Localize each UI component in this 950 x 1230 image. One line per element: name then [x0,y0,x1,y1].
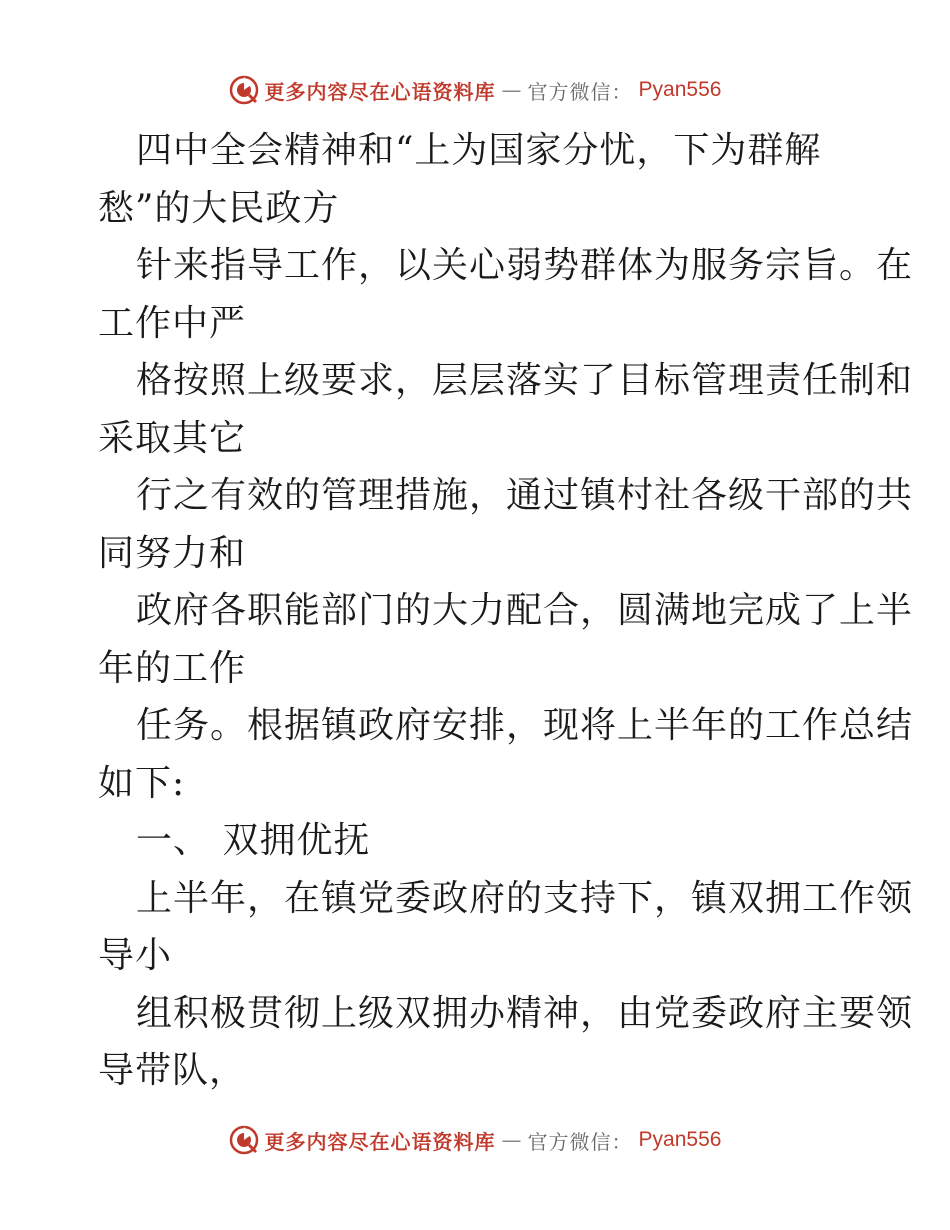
body-line: 如下: [98,762,186,804]
watermark-official-label: 官方微信： [527,79,633,104]
watermark-wechat-id: Pyan556 [638,1128,722,1151]
body-line: 行之有效的管理措施，通过镇村社各级干部的共 [136,475,914,516]
body-line: 组积极贯彻上级双拥办精神，由党委政府主要领 [136,992,914,1034]
body-line: 愁”的大民政方 [98,187,340,229]
body-line: 年的工作 [98,647,247,689]
body-line: 同努力和 [98,532,247,574]
body-line: 导小 [98,935,173,976]
logo-icon [229,75,259,105]
header-watermark [0,70,950,110]
body-line: 采取其它 [98,417,247,459]
watermark-separator: — [501,78,522,102]
document-body [98,122,914,1100]
section-heading: 一、 双拥优抚 [136,820,371,861]
body-line: 政府各职能部门的大力配合，圆满地完成了上半 [136,590,914,631]
body-line: 工作中严 [98,302,247,344]
body-line: 任务。根据镇政府安排，现将上半年的工作总结 [136,705,914,746]
watermark-wechat-id: Pyan556 [638,78,722,101]
watermark-text: 更多内容尽在心语资料库 [264,1129,496,1154]
body-line: 四中全会精神和“上为国家分忧，下为群解 [136,130,822,171]
watermark-text: 更多内容尽在心语资料库 [264,79,496,104]
body-line: 针来指导工作，以关心弱势群体为服务宗旨。在 [136,245,914,286]
body-line: 导带队， [98,1050,247,1091]
watermark-official-label: 官方微信： [527,1129,633,1154]
watermark-separator: — [501,1128,522,1152]
logo-icon [229,1125,259,1155]
footer-watermark [0,1120,950,1160]
body-line: 格按照上级要求，层层落实了目标管理责任制和 [136,360,914,401]
body-line: 上半年，在镇党委政府的支持下，镇双拥工作领 [136,877,914,919]
